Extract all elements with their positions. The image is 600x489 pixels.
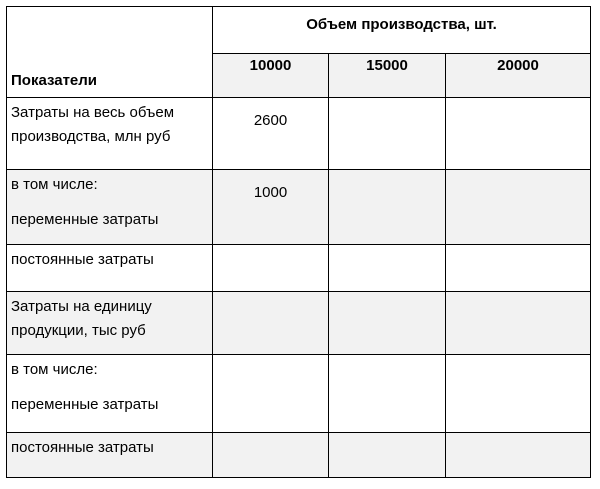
cell-value bbox=[213, 292, 329, 355]
cell-value bbox=[213, 355, 329, 433]
row-label-variable-costs-unit bbox=[7, 355, 213, 433]
cell-value bbox=[213, 245, 329, 292]
cell-value bbox=[329, 170, 446, 245]
header-indicators: Показатели bbox=[7, 7, 213, 98]
cell-value bbox=[329, 245, 446, 292]
table-row bbox=[7, 170, 591, 245]
row-label-line: постоянные затраты bbox=[11, 439, 154, 456]
cell-value bbox=[329, 98, 446, 170]
cell-value bbox=[329, 355, 446, 433]
row-label-line: Затраты на весь объем bbox=[11, 104, 175, 121]
cell-value bbox=[329, 433, 446, 478]
cell-value bbox=[446, 355, 591, 433]
row-label-line: продукции, тыс руб bbox=[11, 322, 146, 339]
table-row bbox=[7, 355, 591, 433]
cell-value: 2600 bbox=[213, 98, 329, 170]
row-label-total-costs bbox=[7, 98, 213, 170]
column-header-15000: 15000 bbox=[329, 54, 446, 98]
row-label-line: Затраты на единицу bbox=[11, 298, 152, 315]
row-label-fixed-costs-total bbox=[7, 245, 213, 292]
cell-value bbox=[213, 433, 329, 478]
cell-value bbox=[446, 292, 591, 355]
row-label-unit-costs bbox=[7, 292, 213, 355]
table-row bbox=[7, 292, 591, 355]
row-label-line: переменные затраты bbox=[11, 396, 159, 413]
table-row bbox=[7, 433, 591, 478]
cell-value bbox=[446, 433, 591, 478]
cell-value: 1000 bbox=[213, 170, 329, 245]
table-row bbox=[7, 245, 591, 292]
row-label-line: в том числе: bbox=[11, 361, 98, 378]
row-label-variable-costs-total bbox=[7, 170, 213, 245]
cell-value bbox=[446, 170, 591, 245]
column-header-10000: 10000 bbox=[213, 54, 329, 98]
row-label-line: постоянные затраты bbox=[11, 251, 154, 268]
row-label-line: в том числе: bbox=[11, 176, 98, 193]
row-label-line: производства, млн руб bbox=[11, 128, 171, 145]
column-header-20000: 20000 bbox=[446, 54, 591, 98]
table-row bbox=[7, 98, 591, 170]
header-row-group bbox=[7, 7, 591, 54]
row-label-fixed-costs-unit bbox=[7, 433, 213, 478]
production-costs-table bbox=[6, 6, 591, 478]
header-production-volume: Объем производства, шт. bbox=[213, 7, 591, 54]
row-label-line: переменные затраты bbox=[11, 211, 159, 228]
cell-value bbox=[329, 292, 446, 355]
cell-value bbox=[446, 245, 591, 292]
cell-value bbox=[446, 98, 591, 170]
